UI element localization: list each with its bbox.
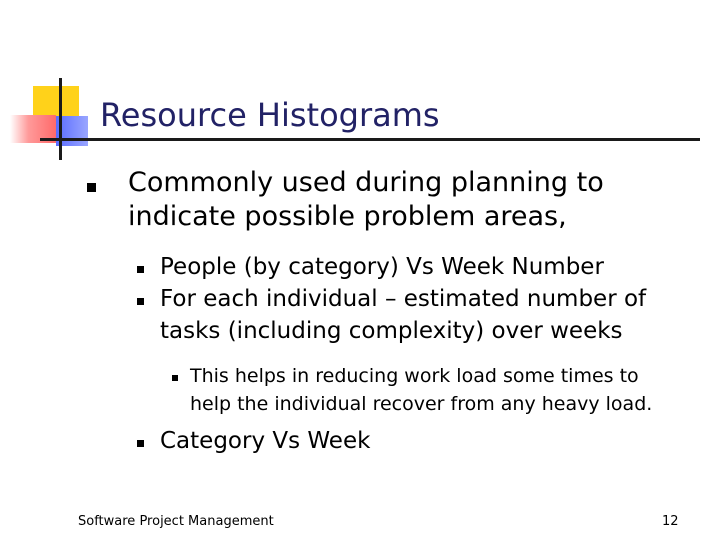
bullet-square-icon (87, 183, 96, 192)
bullet-square-icon (137, 266, 144, 273)
bullet-sub-individual-line1: For each individual – estimated number of (160, 286, 647, 312)
bullet-sub-category: Category Vs Week (160, 428, 371, 454)
bullet-level1 (128, 166, 604, 234)
footer-page-number: 12 (662, 514, 679, 529)
decor-vertical-line (59, 78, 62, 160)
bullet-level1-line1: Commonly used during planning to (128, 167, 604, 198)
bullet-square-icon (137, 440, 144, 447)
bullet-sub-individual (160, 283, 646, 347)
title-underline (40, 138, 700, 141)
slide-title: Resource Histograms (100, 96, 440, 134)
bullet-sub-people: People (by category) Vs Week Number (160, 254, 604, 280)
footer-course-title: Software Project Management (78, 514, 274, 529)
bullet-level1-line2: indicate possible problem areas, (128, 201, 567, 232)
bullet-detail-line2: help the individual recover from any heavy load. (190, 393, 653, 415)
bullet-square-icon (137, 298, 144, 305)
bullet-square-icon (172, 375, 178, 381)
bullet-detail-line1: This helps in reducing work load some times to (190, 365, 639, 387)
bullet-detail (190, 362, 652, 418)
bullet-sub-individual-line2: tasks (including complexity) over weeks (160, 318, 623, 344)
